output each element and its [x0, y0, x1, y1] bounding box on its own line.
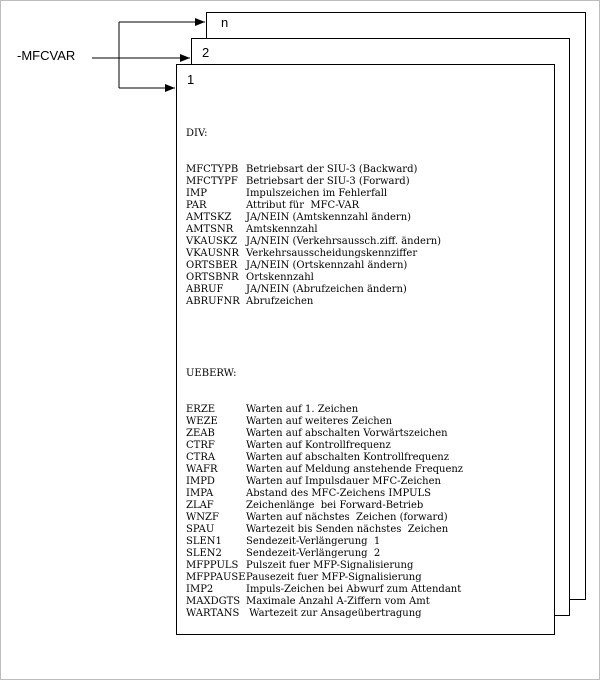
div-row [186, 272, 463, 284]
ueberw-rows [186, 404, 463, 620]
parameter-abbr: ABRUFNR [186, 296, 240, 307]
parameter-abbr: SLEN1 [186, 536, 222, 547]
parameter-description: Warten auf abschalten Vorwärtszeichen [246, 428, 448, 439]
div-row [186, 248, 463, 260]
ueberw-row [186, 452, 463, 464]
ueberw-heading: UEBERW: [186, 368, 237, 379]
parameter-abbr: IMP2 [186, 584, 214, 595]
parameter-abbr: ZLAF [186, 500, 214, 511]
parameter-description: Warten auf Kontrollfrequenz [246, 440, 391, 451]
page-number-2: 2 [202, 45, 210, 60]
ueberw-row [186, 488, 463, 500]
div-heading: DIV: [186, 128, 208, 139]
ueberw-row [186, 536, 463, 548]
parameter-abbr: MFCTYPF [186, 176, 238, 187]
mfcvar-input-label: -MFCVAR [17, 48, 76, 63]
ueberw-row [186, 464, 463, 476]
parameter-abbr: IMP [186, 188, 207, 199]
parameter-description: Warten auf Impulsdauer MFC-Zeichen [246, 476, 441, 487]
div-row [186, 200, 463, 212]
parameter-description: Abrufzeichen [246, 296, 314, 307]
parameter-listing [186, 104, 463, 644]
parameter-abbr: ZEAB [186, 428, 215, 439]
parameter-abbr: MFPPAUSE [186, 572, 246, 583]
div-row [186, 212, 463, 224]
parameter-description: Warten auf Meldung anstehende Frequenz [246, 464, 464, 475]
parameter-description: Warten auf 1. Zeichen [246, 404, 359, 415]
div-row [186, 164, 463, 176]
ueberw-row [186, 416, 463, 428]
parameter-abbr: PAR [186, 200, 207, 211]
parameter-abbr: ABRUF [186, 284, 224, 295]
ueberw-row [186, 548, 463, 560]
parameter-description: Amtskennzahl [246, 224, 318, 235]
ueberw-row [186, 440, 463, 452]
parameter-abbr: WARTANS [186, 608, 240, 619]
ueberw-row [186, 596, 463, 608]
parameter-abbr: CTRA [186, 452, 216, 463]
parameter-abbr: SPAU [186, 524, 215, 535]
parameter-description: JA/NEIN (Verkehrsaussch.ziff. ändern) [246, 236, 442, 247]
ueberw-row [186, 572, 463, 584]
parameter-description: Warten auf nächstes Zeichen (forward) [246, 512, 448, 523]
parameter-abbr: WNZF [186, 512, 219, 523]
div-row [186, 188, 463, 200]
div-row [186, 224, 463, 236]
div-row [186, 260, 463, 272]
ueberw-row [186, 608, 463, 620]
parameter-description: Zeichenlänge bei Forward-Betrieb [246, 500, 424, 511]
parameter-description: Verkehrsausscheidungskennziffer [246, 248, 418, 259]
parameter-abbr: MFPPULS [186, 560, 239, 571]
parameter-description: Pausezeit fuer MFP-Signalisierung [246, 572, 422, 583]
div-row [186, 236, 463, 248]
parameter-description: Warten auf abschalten Kontrollfrequenz [246, 452, 449, 463]
div-row [186, 176, 463, 188]
div-row [186, 284, 463, 296]
parameter-abbr: ORTSBER [186, 260, 238, 271]
parameter-description: Ortskennzahl [246, 272, 314, 283]
parameter-description: Sendezeit-Verlängerung 1 [246, 536, 381, 547]
parameter-description: Pulszeit fuer MFP-Signalisierung [246, 560, 414, 571]
div-row [186, 296, 463, 308]
ueberw-row [186, 524, 463, 536]
page-number-1: 1 [187, 72, 195, 87]
parameter-abbr: AMTSNR [186, 224, 234, 235]
ueberw-row [186, 584, 463, 596]
parameter-abbr: SLEN2 [186, 548, 222, 559]
parameter-abbr: VKAUSKZ [186, 236, 238, 247]
parameter-abbr: IMPD [186, 476, 215, 487]
page-number-n: n [221, 15, 229, 30]
parameter-description: Impulszeichen im Fehlerfall [246, 188, 388, 199]
parameter-abbr: AMTSKZ [186, 212, 232, 223]
parameter-description: Wartezeit bis Senden nächstes Zeichen [246, 524, 449, 535]
parameter-abbr: ERZE [186, 404, 216, 415]
parameter-description: Attribut für MFC-VAR [246, 200, 360, 211]
ueberw-row [186, 428, 463, 440]
parameter-abbr: VKAUSNR [186, 248, 240, 259]
div-rows [186, 164, 463, 308]
parameter-description: Impuls-Zeichen bei Abwurf zum Attendant [246, 584, 462, 595]
ueberw-row [186, 560, 463, 572]
parameter-description: Warten auf weiteres Zeichen [246, 416, 393, 427]
parameter-description: Betriebsart der SIU-3 (Backward) [246, 164, 418, 175]
ueberw-row [186, 404, 463, 416]
parameter-abbr: WEZE [186, 416, 218, 427]
parameter-abbr: ORTSBNR [186, 272, 239, 283]
parameter-description: JA/NEIN (Ortskennzahl ändern) [246, 260, 408, 271]
ueberw-row [186, 500, 463, 512]
parameter-abbr: MFCTYPB [186, 164, 239, 175]
parameter-description: Wartezeit zur Ansageübertragung [246, 608, 422, 619]
parameter-abbr: CTRF [186, 440, 215, 451]
parameter-description: JA/NEIN (Amtskennzahl ändern) [246, 212, 412, 223]
parameter-description: Maximale Anzahl A-Ziffern vom Amt [246, 596, 430, 607]
parameter-description: Abstand des MFC-Zeichens IMPULS [246, 488, 432, 499]
page-1 [176, 64, 555, 635]
parameter-abbr: IMPA [186, 488, 214, 499]
ueberw-row [186, 512, 463, 524]
parameter-abbr: MAXDGTS [186, 596, 241, 607]
parameter-description: Betriebsart der SIU-3 (Forward) [246, 176, 410, 187]
parameter-description: JA/NEIN (Abrufzeichen ändern) [246, 284, 407, 295]
ueberw-row [186, 476, 463, 488]
parameter-description: Sendezeit-Verlängerung 2 [246, 548, 381, 559]
parameter-abbr: WAFR [186, 464, 218, 475]
